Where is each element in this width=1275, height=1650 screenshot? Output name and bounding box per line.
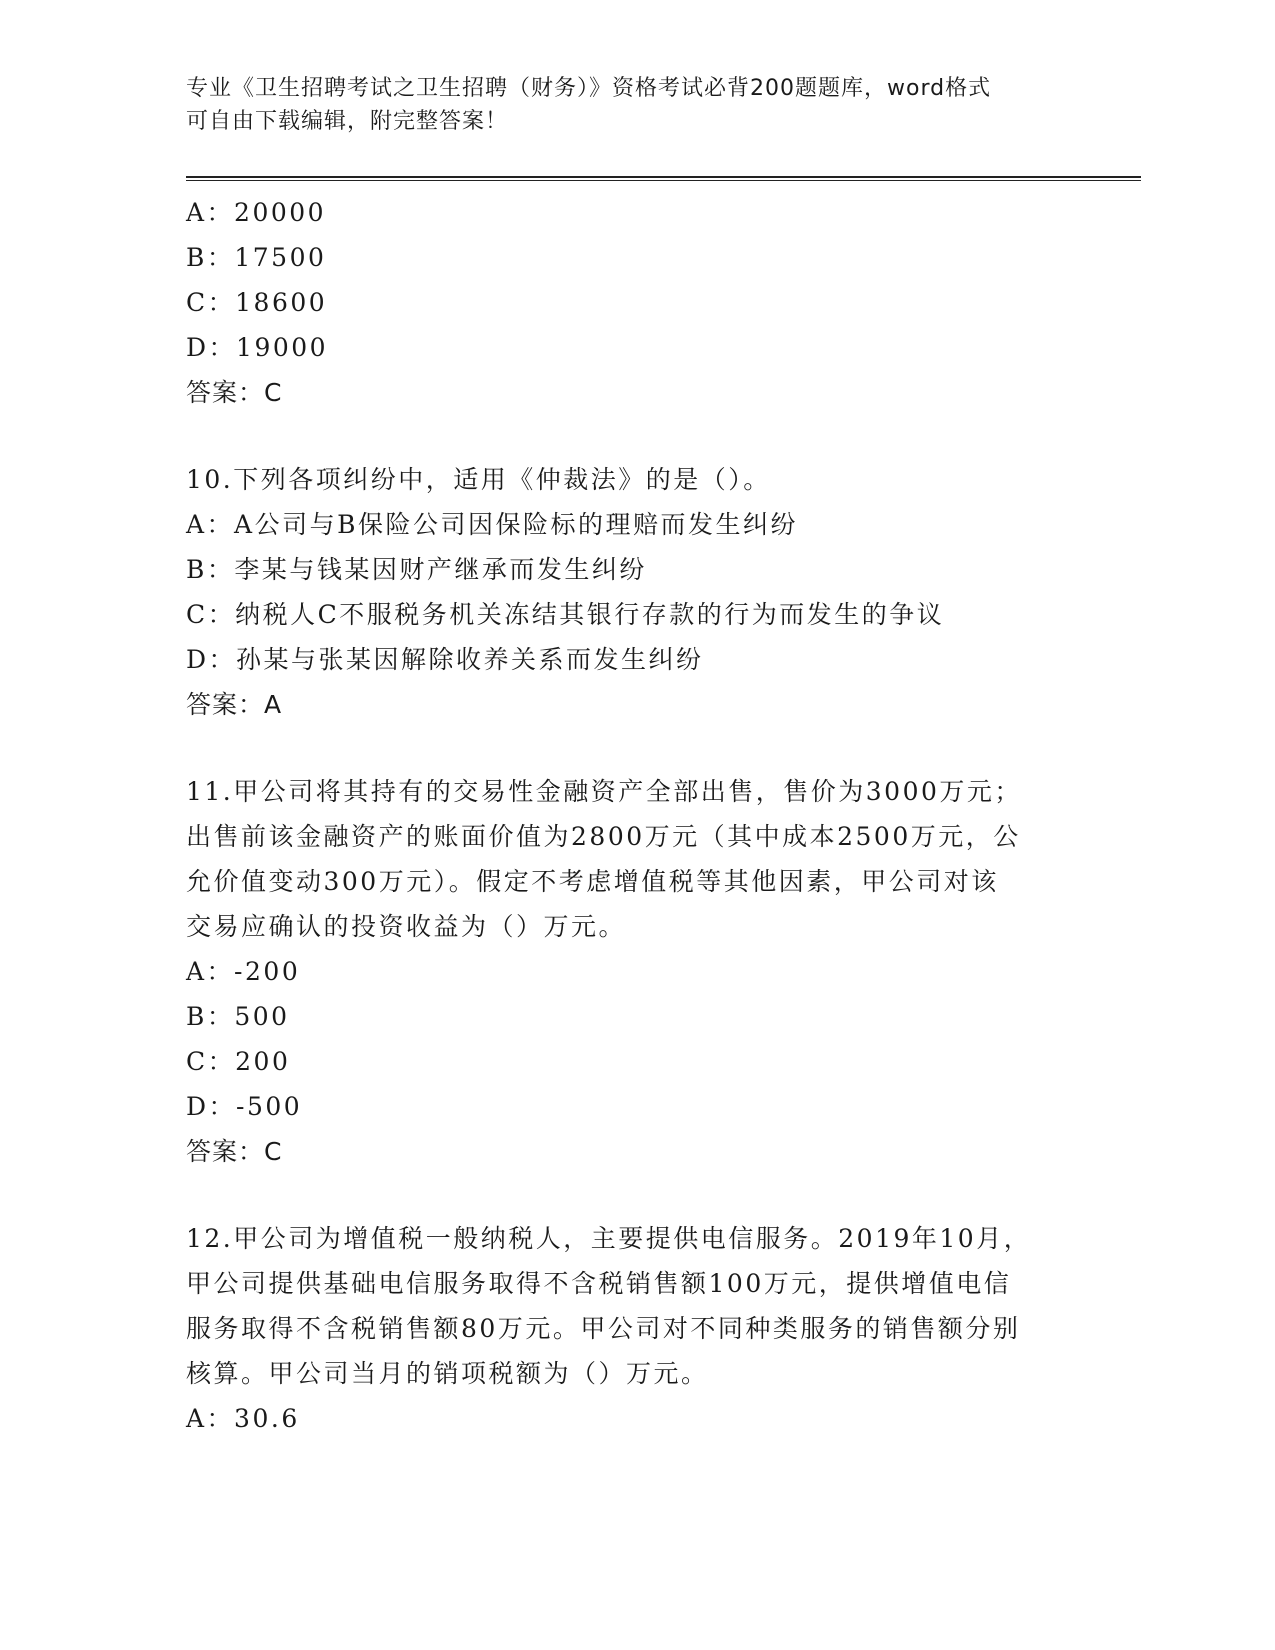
question-9: [186, 190, 1086, 415]
question-12: [186, 1216, 1086, 1441]
answer-line: 答案：C: [186, 378, 283, 407]
question-stem-line: 交易应确认的投资收益为（）万元。: [186, 912, 627, 941]
option-d: D：孙某与张某因解除收养关系而发生纠纷: [186, 645, 704, 674]
header-rule: [186, 176, 1141, 178]
option-a: A：20000: [186, 198, 327, 227]
option-c: C：200: [186, 1047, 291, 1076]
header-line-2: 可自由下载编辑，附完整答案！: [186, 109, 509, 134]
question-stem-line: 允价值变动300万元）。假定不考虑增值税等其他因素，甲公司对该: [186, 867, 999, 896]
question-stem-line: 甲公司提供基础电信服务取得不含税销售额100万元，提供增值电信: [186, 1269, 1012, 1298]
question-11: [186, 769, 1086, 1174]
question-stem-line: 核算。甲公司当月的销项税额为（）万元。: [186, 1359, 709, 1388]
option-c: C：18600: [186, 288, 328, 317]
question-stem-line: 12.甲公司为增值税一般纳税人，主要提供电信服务。2019年10月，: [186, 1224, 1032, 1253]
answer-line: 答案：C: [186, 1137, 283, 1166]
question-stem-line: 10.下列各项纠纷中，适用《仲裁法》的是（）。: [186, 465, 771, 494]
option-a: A：A公司与B保险公司因保险标的理赔而发生纠纷: [186, 510, 798, 539]
option-a: A：30.6: [186, 1404, 300, 1433]
question-list: [186, 190, 1086, 1441]
header-line-1: 专业《卫生招聘考试之卫生招聘（财务）》资格考试必背200题题库，word格式: [186, 76, 992, 101]
answer-line: 答案：A: [186, 690, 283, 719]
option-c: C：纳税人C不服税务机关冻结其银行存款的行为而发生的争议: [186, 600, 945, 629]
question-stem-line: 出售前该金融资产的账面价值为2800万元（其中成本2500万元，公: [186, 822, 1021, 851]
option-b: B：500: [186, 1002, 290, 1031]
option-b: B：17500: [186, 243, 327, 272]
question-10: [186, 457, 1086, 727]
header-rule-thin: [186, 180, 1141, 181]
document-header: [186, 72, 1066, 138]
option-b: B：李某与钱某因财产继承而发生纠纷: [186, 555, 647, 584]
option-d: D：19000: [186, 333, 329, 362]
question-stem-line: 11.甲公司将其持有的交易性金融资产全部出售，售价为3000万元；: [186, 777, 1022, 806]
option-a: A：-200: [186, 957, 301, 986]
option-d: D：-500: [186, 1092, 303, 1121]
question-stem-line: 服务取得不含税销售额80万元。甲公司对不同种类服务的销售额分别: [186, 1314, 1021, 1343]
